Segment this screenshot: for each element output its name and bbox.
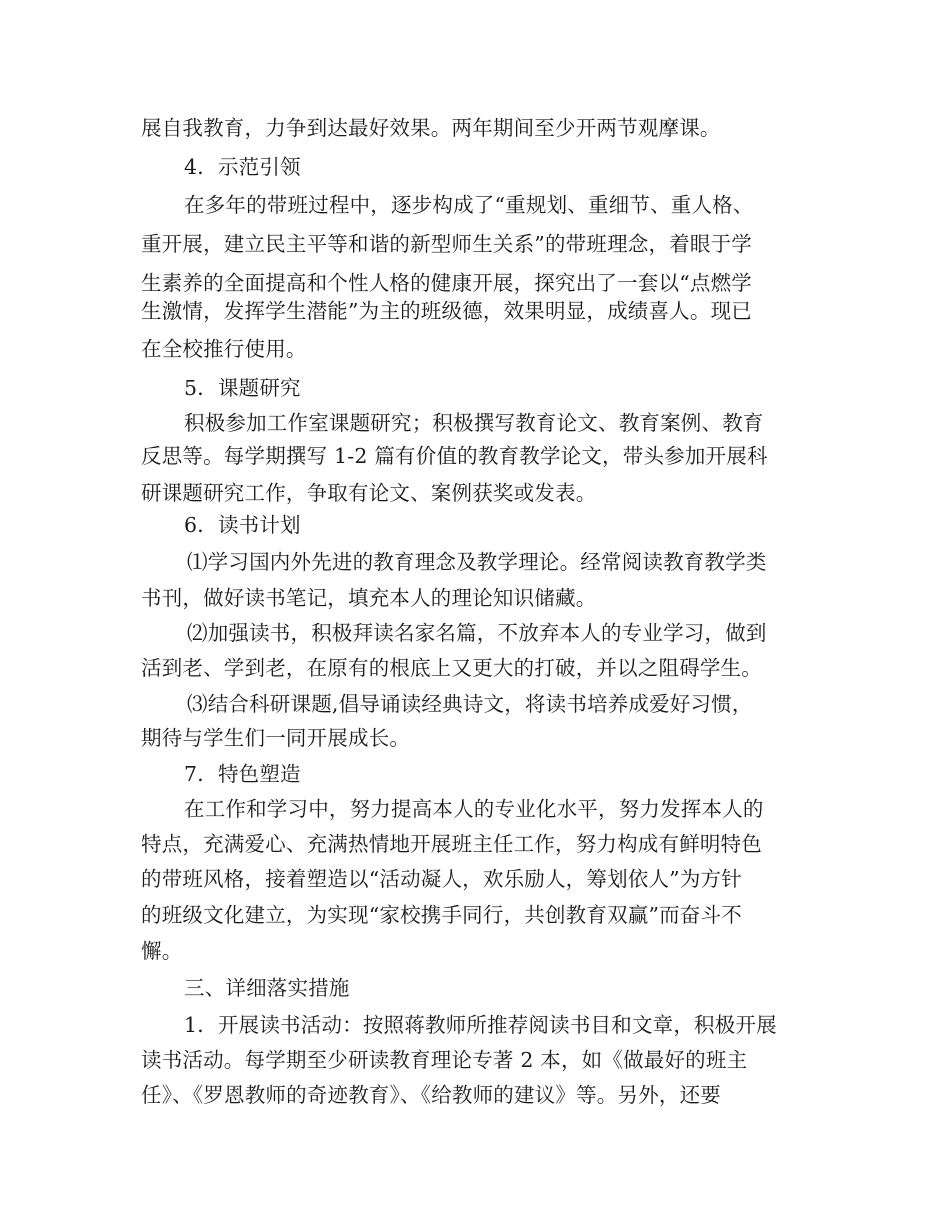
section-heading: 7．特色塑造 [184,762,301,786]
paragraph-line: ⑴学习国内外先进的教育理念及教学理论。经常阅读教育教学类 [187,550,767,574]
paragraph-line: 读书活动。每学期至少研读教育理论专著 2 本，如《做最好的班主 [141,1048,748,1072]
section-heading: 6．读书计划 [184,513,301,537]
paragraph-line: ⑶结合科研课题,倡导诵读经典诗文，将读书培养成爱好习惯， [187,692,753,716]
paragraph-line: 1．开展读书活动：按照蒋教师所推荐阅读书目和文章，积极开展 [184,1013,777,1037]
paragraph-line: 懈。 [141,939,183,963]
paragraph-line: 反思等。每学期撰写 1-2 篇有价值的教育教学论文，带头参加开展科 [141,444,768,468]
paragraph-line: 任》、《罗恩教师的奇迹教育》、《给教师的建议》等。另外，还要 [141,1083,721,1107]
paragraph-line: 生素养的全面提高和个性人格的健康开展，探究出了一套以“点燃学 [141,271,752,295]
paragraph-line: 期待与学生们一同开展成长。 [141,726,411,750]
paragraph-line: 重开展，建立民主平等和谐的新型师生关系”的带班理念，着眼于学 [141,232,752,256]
paragraph-line: 展自我教育，力争到达最好效果。两年期间至少开两节观摩课。 [141,116,721,140]
paragraph-line: 研课题研究工作，争取有论文、案例获奖或发表。 [141,481,597,505]
paragraph-line: 的带班风格，接着塑造以“活动凝人，欢乐励人，筹划依人”为方针 [141,867,742,891]
paragraph-line: 在工作和学习中，努力提高本人的专业化水平，努力发挥本人的 [184,797,764,821]
paragraph-line: 特点，充满爱心、充满热情地开展班主任工作，努力构成有鲜明特色 [141,832,762,856]
paragraph-line: 在全校推行使用。 [141,337,307,361]
section-heading: 三、详细落实措施 [184,976,350,1000]
paragraph-line: ⑵加强读书，积极拜读名家名篇，不放弃本人的专业学习，做到 [187,621,767,645]
paragraph-line: 的班级文化建立，为实现“家校携手同行，共创教育双赢”而奋斗不 [141,903,742,927]
section-heading: 5．课题研究 [184,376,301,400]
paragraph-line: 积极参加工作室课题研究；积极撰写教育论文、教育案例、教育 [184,411,764,435]
paragraph-line: 生激情，发挥学生潜能”为主的班级德，效果明显，成绩喜人。现已 [141,299,752,323]
paragraph-line: 活到老、学到老，在原有的根底上又更大的打破，并以之阻碍学生。 [141,656,762,680]
paragraph-line: 在多年的带班过程中，逐步构成了“重规划、重细节、重人格、 [184,193,754,217]
paragraph-line: 书刊，做好读书笔记，填充本人的理论知识储藏。 [141,586,597,610]
section-heading: 4．示范引领 [184,155,301,179]
